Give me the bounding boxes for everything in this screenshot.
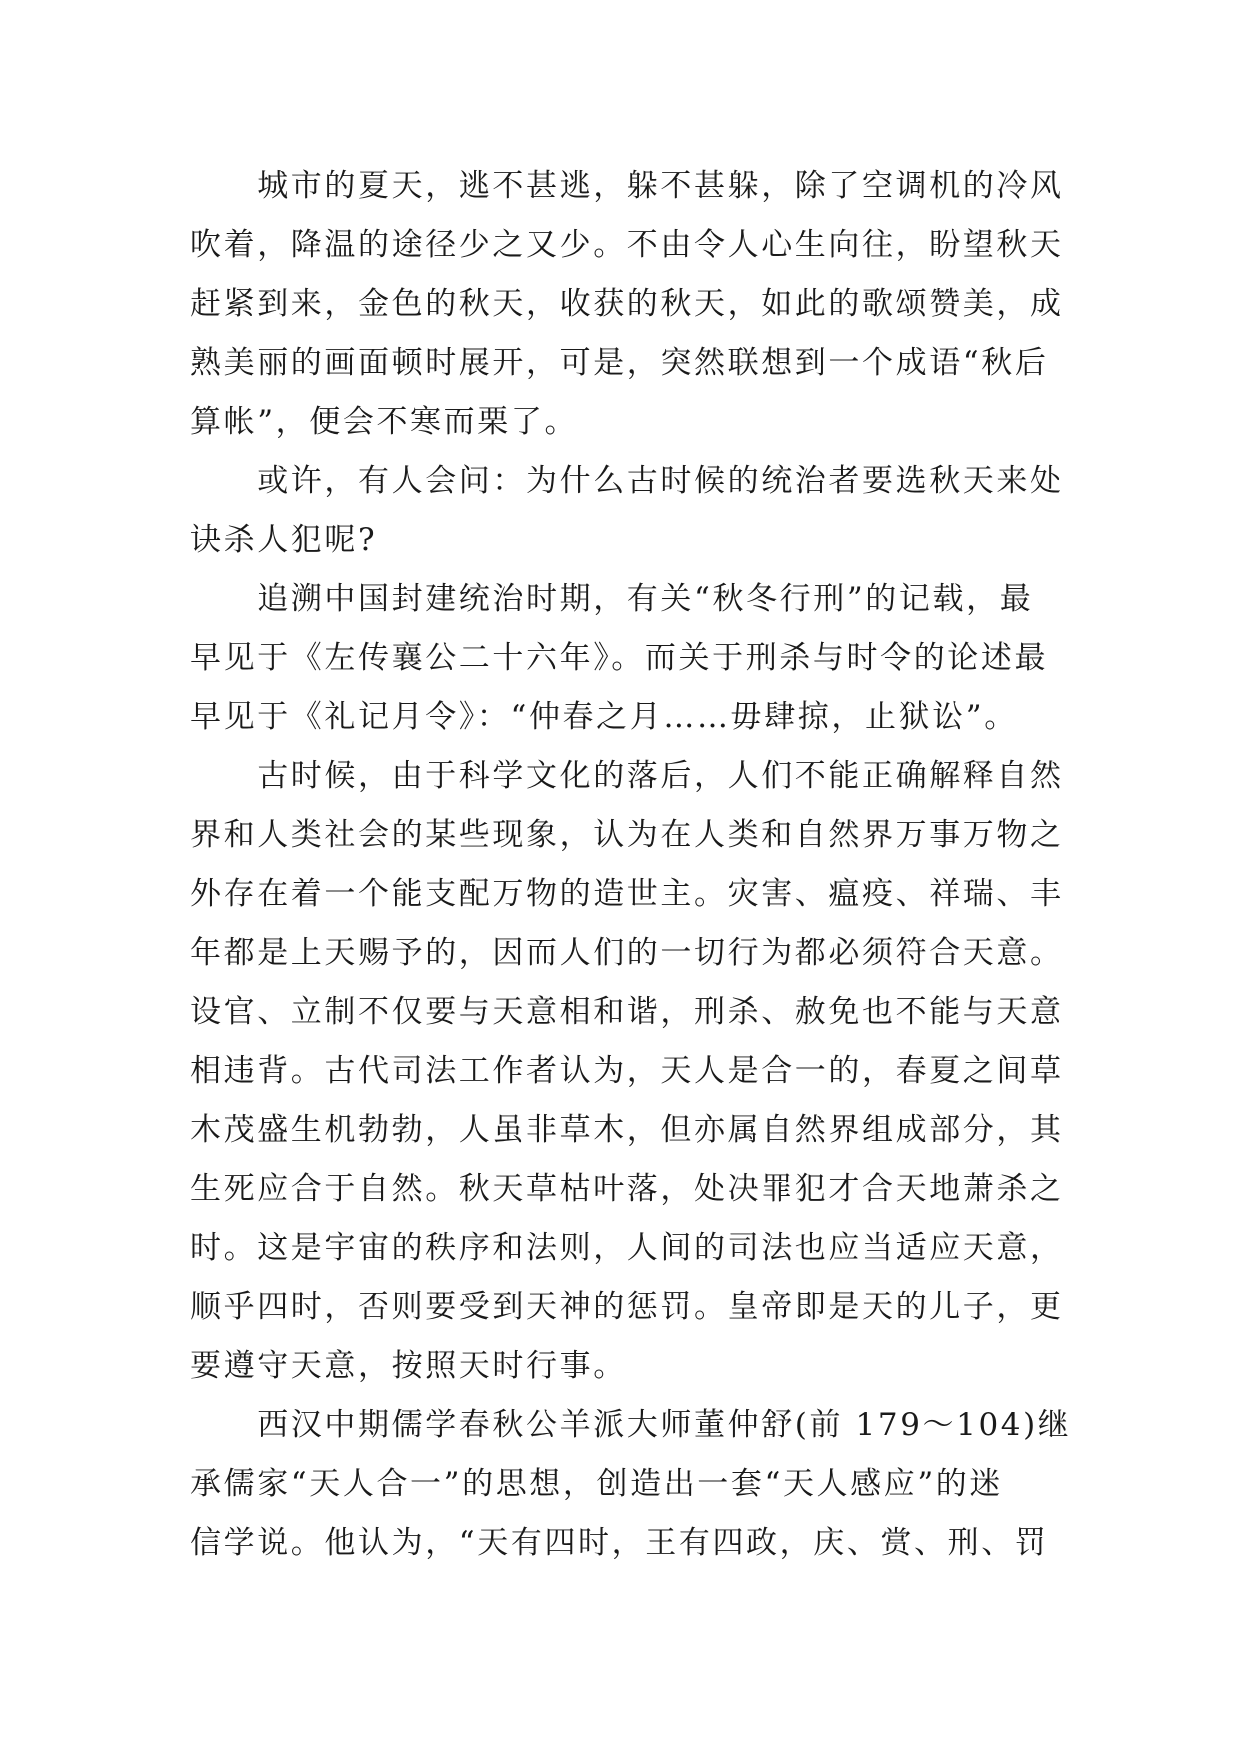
paragraph [190,1396,1072,1573]
text-line: 熟美丽的画面顿时展开，可是，突然联想到一个成语“秋后 [190,345,1049,381]
document-body [190,157,1072,1573]
text-line: 赶紧到来，金色的秋天，收获的秋天，如此的歌颂赞美，成 [190,286,1064,322]
text-line: 追溯中国封建统治时期，有关“秋冬行刑”的记载，最 [190,581,1034,617]
text-line: 早见于《礼记月令》：“仲春之月……毋肆掠，止狱讼”。 [190,699,1018,735]
text-line: 设官、立制不仅要与天意相和谐，刑杀、赦免也不能与天意 [190,994,1064,1030]
text-line: 信学说。他认为，“天有四时，王有四政，庆、赏、刑、罚 [190,1525,1049,1561]
text-line: 西汉中期儒学春秋公羊派大师董仲舒(前 179～104)继 [190,1407,1072,1443]
text-line: 城市的夏天，逃不甚逃，躲不甚躲，除了空调机的冷风 [190,168,1064,204]
text-line: 或许，有人会问：为什么古时候的统治者要选秋天来处 [190,463,1064,499]
text-line: 木茂盛生机勃勃，人虽非草木，但亦属自然界组成部分，其 [190,1112,1064,1148]
text-line: 顺乎四时，否则要受到天神的惩罚。皇帝即是天的儿子，更 [190,1289,1064,1325]
text-line: 生死应合于自然。秋天草枯叶落，处决罪犯才合天地萧杀之 [190,1171,1064,1207]
text-line: 承儒家“天人合一”的思想，创造出一套“天人感应”的迷 [190,1466,1003,1502]
text-line: 时。这是宇宙的秩序和法则，人间的司法也应当适应天意， [190,1230,1064,1266]
text-line: 古时候，由于科学文化的落后，人们不能正确解释自然 [190,758,1064,794]
text-line: 外存在着一个能支配万物的造世主。灾害、瘟疫、祥瑞、丰 [190,876,1064,912]
text-line: 吹着，降温的途径少之又少。不由令人心生向往，盼望秋天 [190,227,1064,263]
paragraph [190,452,1064,570]
paragraph [190,157,1064,452]
paragraph [190,747,1064,1396]
text-line: 界和人类社会的某些现象，认为在人类和自然界万事万物之 [190,817,1064,853]
text-line: 诀杀人犯呢? [190,522,378,558]
text-line: 相违背。古代司法工作者认为，天人是合一的，春夏之间草 [190,1053,1064,1089]
paragraph [190,570,1055,747]
text-line: 算帐”，便会不寒而栗了。 [190,404,579,440]
text-line: 要遵守天意，按照天时行事。 [190,1348,627,1384]
text-line: 早见于《左传襄公二十六年》。而关于刑杀与时令的论述最 [190,640,1049,676]
text-line: 年都是上天赐予的，因而人们的一切行为都必须符合天意。 [190,935,1064,971]
